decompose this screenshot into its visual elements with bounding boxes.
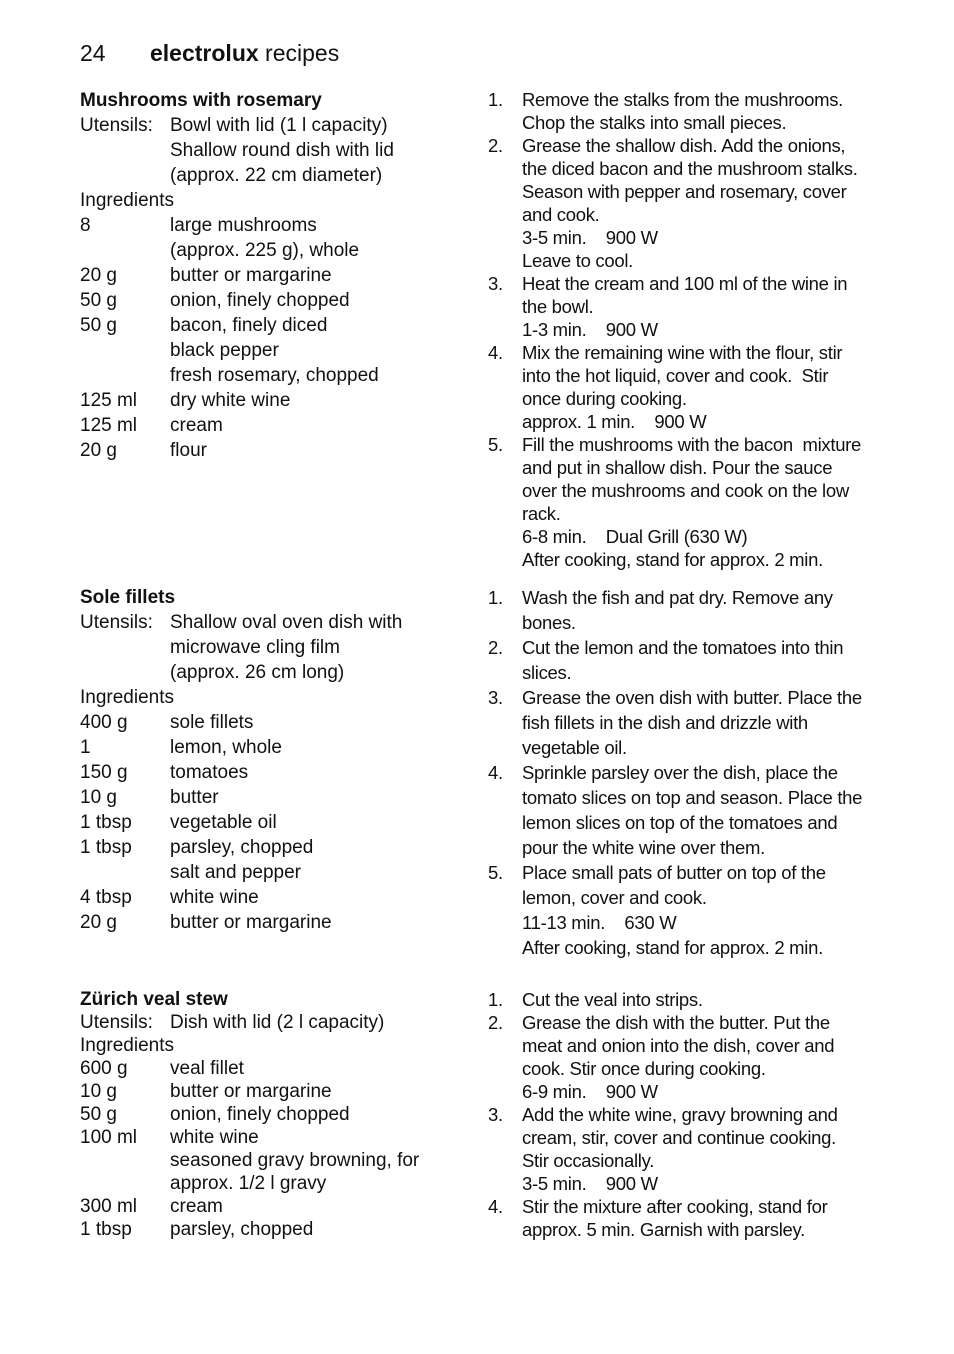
ingredient-item: cream: [170, 1196, 223, 1217]
ingredient-item: parsley, chopped: [170, 837, 314, 858]
ingredient-row: [80, 1126, 470, 1149]
ingredient-item: lemon, whole: [170, 737, 282, 758]
step-line: Wash the fish and pat dry. Remove any: [522, 587, 833, 608]
ingredient-qty: [80, 1149, 170, 1172]
utensil-item: Bowl with lid (1 l capacity): [170, 115, 388, 136]
ingredient-item: butter: [170, 787, 219, 808]
section-name: recipes: [265, 40, 340, 66]
ingredient-row: [80, 1172, 470, 1195]
utensil-item: Shallow round dish with lid: [170, 140, 394, 161]
ingredient-qty: 300 ml: [80, 1196, 138, 1217]
ingredient-row: [80, 710, 470, 735]
step-line: into the hot liquid, cover and cook. Stir: [522, 365, 829, 386]
step-line: lemon slices on top of the tomatoes and: [522, 812, 838, 833]
recipe-method: [488, 88, 888, 571]
ingredient-row: [80, 760, 470, 785]
ingredient-item: veal fillet: [170, 1058, 244, 1079]
step-line: Grease the oven dish with butter. Place the: [522, 687, 862, 708]
step-number: 1.: [488, 587, 503, 608]
utensils-row: [80, 1011, 470, 1034]
ingredient-item: onion, finely chopped: [170, 1104, 350, 1125]
utensils-label: [80, 660, 170, 685]
step-line: Sprinkle parsley over the dish, place the: [522, 762, 838, 783]
step-number: 5.: [488, 862, 503, 883]
method-step: [488, 685, 888, 760]
utensils-label: Utensils:: [80, 115, 153, 136]
step-text: [522, 134, 888, 272]
recipe-title: Sole fillets: [80, 587, 176, 608]
page-number: 24: [80, 40, 106, 66]
method-step: [488, 433, 888, 571]
recipe-method: [488, 585, 888, 960]
ingredient-qty: 150 g: [80, 762, 128, 783]
step-text: [522, 1103, 888, 1195]
step-line: 3-5 min. 900 W: [522, 227, 658, 248]
step-line: Stir occasionally.: [522, 1150, 655, 1171]
method-step: [488, 272, 888, 341]
step-line: Leave to cool.: [522, 250, 633, 271]
ingredient-item: cream: [170, 415, 223, 436]
step-line: pour the white wine over them.: [522, 837, 765, 858]
step-line: and cook.: [522, 204, 600, 225]
ingredient-qty: 20 g: [80, 265, 117, 286]
utensils-row: [80, 660, 470, 685]
ingredients-heading: Ingredients: [80, 687, 175, 708]
step-text: [522, 88, 888, 134]
recipe-method: [488, 988, 888, 1241]
method-step: [488, 1103, 888, 1195]
step-text: [522, 341, 888, 433]
method-step: [488, 585, 888, 635]
step-line: approx. 1 min. 900 W: [522, 411, 707, 432]
ingredient-item: dry white wine: [170, 390, 291, 411]
step-line: once during cooking.: [522, 388, 687, 409]
ingredient-qty: 4 tbsp: [80, 887, 132, 908]
ingredient-row: [80, 438, 470, 463]
ingredient-item: white wine: [170, 887, 259, 908]
ingredient-item: salt and pepper: [170, 862, 301, 883]
ingredient-row: [80, 263, 470, 288]
ingredient-qty: [80, 338, 170, 363]
recipe-title: Zürich veal stew: [80, 989, 228, 1010]
ingredient-qty: 8: [80, 215, 91, 236]
step-line: bones.: [522, 612, 576, 633]
step-text: [522, 433, 888, 571]
step-number: 5.: [488, 434, 503, 455]
step-line: rack.: [522, 503, 561, 524]
ingredient-qty: 10 g: [80, 787, 117, 808]
ingredient-item: white wine: [170, 1127, 259, 1148]
step-text: [522, 1195, 888, 1241]
step-text: [522, 685, 888, 760]
ingredient-item: fresh rosemary, chopped: [170, 365, 379, 386]
utensils-row: [80, 163, 470, 188]
step-line: Grease the dish with the butter. Put the: [522, 1012, 830, 1033]
ingredients-heading: Ingredients: [80, 1035, 175, 1056]
step-number: 1.: [488, 89, 503, 110]
step-line: cream, stir, cover and continue cooking.: [522, 1127, 836, 1148]
step-line: Add the white wine, gravy browning and: [522, 1104, 838, 1125]
method-step: [488, 341, 888, 433]
ingredient-row: [80, 1080, 470, 1103]
recipe-ingredients: [80, 585, 470, 935]
ingredients-heading: Ingredients: [80, 190, 175, 211]
ingredient-item: approx. 1/2 l gravy: [170, 1173, 327, 1194]
ingredient-row: [80, 313, 470, 338]
ingredient-qty: 400 g: [80, 712, 128, 733]
ingredient-qty: [80, 238, 170, 263]
ingredient-qty: 1 tbsp: [80, 837, 132, 858]
ingredient-row: [80, 413, 470, 438]
utensil-item: Dish with lid (2 l capacity): [170, 1012, 385, 1033]
ingredient-row: [80, 835, 470, 860]
ingredient-qty: 125 ml: [80, 390, 138, 411]
ingredient-item: bacon, finely diced: [170, 315, 328, 336]
ingredient-row: [80, 1103, 470, 1126]
utensils-label: [80, 163, 170, 188]
ingredient-item: seasoned gravy browning, for: [170, 1150, 420, 1171]
step-line: approx. 5 min. Garnish with parsley.: [522, 1219, 805, 1240]
ingredient-item: butter or margarine: [170, 265, 332, 286]
ingredient-qty: 1 tbsp: [80, 1219, 132, 1240]
step-line: vegetable oil.: [522, 737, 627, 758]
step-line: the diced bacon and the mushroom stalks.: [522, 158, 858, 179]
utensils-row: [80, 138, 470, 163]
utensil-item: microwave cling film: [170, 637, 340, 658]
step-number: 3.: [488, 273, 503, 294]
step-line: Stir the mixture after cooking, stand for: [522, 1196, 828, 1217]
ingredient-row: [80, 338, 470, 363]
ingredient-qty: 20 g: [80, 912, 117, 933]
utensils-label: [80, 138, 170, 163]
step-line: After cooking, stand for approx. 2 min.: [522, 549, 823, 570]
ingredient-qty: 1 tbsp: [80, 812, 132, 833]
recipe-ingredients: [80, 88, 470, 463]
utensil-item: Shallow oval oven dish with: [170, 612, 403, 633]
step-line: 1-3 min. 900 W: [522, 319, 658, 340]
ingredient-qty: [80, 1172, 170, 1195]
utensil-item: (approx. 22 cm diameter): [170, 165, 383, 186]
ingredient-qty: 20 g: [80, 440, 117, 461]
utensils-label: [80, 635, 170, 660]
step-line: Place small pats of butter on top of the: [522, 862, 826, 883]
step-line: Chop the stalks into small pieces.: [522, 112, 787, 133]
step-line: 6-9 min. 900 W: [522, 1081, 658, 1102]
ingredient-qty: 50 g: [80, 290, 117, 311]
step-line: cook. Stir once during cooking.: [522, 1058, 766, 1079]
step-line: slices.: [522, 662, 572, 683]
ingredient-item: vegetable oil: [170, 812, 277, 833]
ingredient-qty: 10 g: [80, 1081, 117, 1102]
step-line: the bowl.: [522, 296, 594, 317]
ingredient-qty: [80, 363, 170, 388]
step-text: [522, 860, 888, 960]
step-line: Heat the cream and 100 ml of the wine in: [522, 273, 848, 294]
utensils-label: Utensils:: [80, 612, 153, 633]
step-number: 1.: [488, 989, 503, 1010]
step-line: fish fillets in the dish and drizzle with: [522, 712, 808, 733]
recipe-ingredients: [80, 988, 470, 1241]
ingredient-row: [80, 288, 470, 313]
utensils-row: [80, 635, 470, 660]
step-text: [522, 585, 888, 635]
ingredient-row: [80, 363, 470, 388]
step-number: 4.: [488, 762, 503, 783]
brand-name: electrolux: [150, 40, 259, 66]
method-step: [488, 635, 888, 685]
step-line: and put in shallow dish. Pour the sauce: [522, 457, 833, 478]
ingredient-row: [80, 388, 470, 413]
step-number: 4.: [488, 1196, 503, 1217]
step-line: 11-13 min. 630 W: [522, 912, 677, 933]
step-number: 2.: [488, 135, 503, 156]
step-line: Cut the veal into strips.: [522, 989, 703, 1010]
ingredient-row: [80, 910, 470, 935]
ingredient-row: [80, 1149, 470, 1172]
ingredient-row: [80, 860, 470, 885]
ingredient-item: butter or margarine: [170, 912, 332, 933]
step-text: [522, 272, 888, 341]
ingredient-item: large mushrooms: [170, 215, 317, 236]
ingredient-item: flour: [170, 440, 207, 461]
ingredient-item: sole fillets: [170, 712, 254, 733]
ingredient-row: [80, 735, 470, 760]
ingredient-row: [80, 885, 470, 910]
ingredient-row: [80, 213, 470, 238]
ingredient-qty: 600 g: [80, 1058, 128, 1079]
ingredient-row: [80, 810, 470, 835]
method-step: [488, 860, 888, 960]
ingredient-qty: 50 g: [80, 1104, 117, 1125]
ingredient-qty: 125 ml: [80, 415, 138, 436]
step-text: [522, 760, 888, 860]
step-line: tomato slices on top and season. Place the: [522, 787, 863, 808]
method-step: [488, 988, 888, 1011]
step-line: 6-8 min. Dual Grill (630 W): [522, 526, 748, 547]
ingredient-item: butter or margarine: [170, 1081, 332, 1102]
step-number: 3.: [488, 1104, 503, 1125]
step-line: 3-5 min. 900 W: [522, 1173, 658, 1194]
step-number: 2.: [488, 637, 503, 658]
ingredient-item: (approx. 225 g), whole: [170, 240, 360, 261]
ingredient-row: [80, 1218, 470, 1241]
method-step: [488, 88, 888, 134]
method-step: [488, 134, 888, 272]
step-line: Season with pepper and rosemary, cover: [522, 181, 847, 202]
step-line: Remove the stalks from the mushrooms.: [522, 89, 843, 110]
ingredient-qty: 100 ml: [80, 1127, 138, 1148]
ingredient-item: tomatoes: [170, 762, 249, 783]
step-line: Grease the shallow dish. Add the onions,: [522, 135, 846, 156]
utensils-row: [80, 113, 470, 138]
ingredient-row: [80, 238, 470, 263]
step-line: After cooking, stand for approx. 2 min.: [522, 937, 823, 958]
step-line: lemon, cover and cook.: [522, 887, 707, 908]
ingredient-row: [80, 1195, 470, 1218]
ingredient-item: onion, finely chopped: [170, 290, 350, 311]
step-line: Mix the remaining wine with the flour, stir: [522, 342, 843, 363]
ingredient-item: black pepper: [170, 340, 279, 361]
step-text: [522, 988, 888, 1011]
ingredient-qty: 50 g: [80, 315, 117, 336]
step-number: 4.: [488, 342, 503, 363]
step-number: 3.: [488, 687, 503, 708]
method-step: [488, 1195, 888, 1241]
ingredient-row: [80, 1057, 470, 1080]
step-number: 2.: [488, 1012, 503, 1033]
utensils-label: Utensils:: [80, 1012, 153, 1033]
ingredient-qty: [80, 860, 170, 885]
step-line: meat and onion into the dish, cover and: [522, 1035, 835, 1056]
utensil-item: (approx. 26 cm long): [170, 662, 345, 683]
step-line: Cut the lemon and the tomatoes into thin: [522, 637, 844, 658]
ingredient-item: parsley, chopped: [170, 1219, 314, 1240]
method-step: [488, 1011, 888, 1103]
page-header: [80, 38, 339, 68]
method-step: [488, 760, 888, 860]
step-text: [522, 635, 888, 685]
recipe-title: Mushrooms with rosemary: [80, 90, 322, 111]
step-text: [522, 1011, 888, 1103]
ingredient-qty: 1: [80, 737, 91, 758]
utensils-row: [80, 610, 470, 635]
ingredient-row: [80, 785, 470, 810]
step-line: over the mushrooms and cook on the low: [522, 480, 849, 501]
step-line: Fill the mushrooms with the bacon mixture: [522, 434, 862, 455]
